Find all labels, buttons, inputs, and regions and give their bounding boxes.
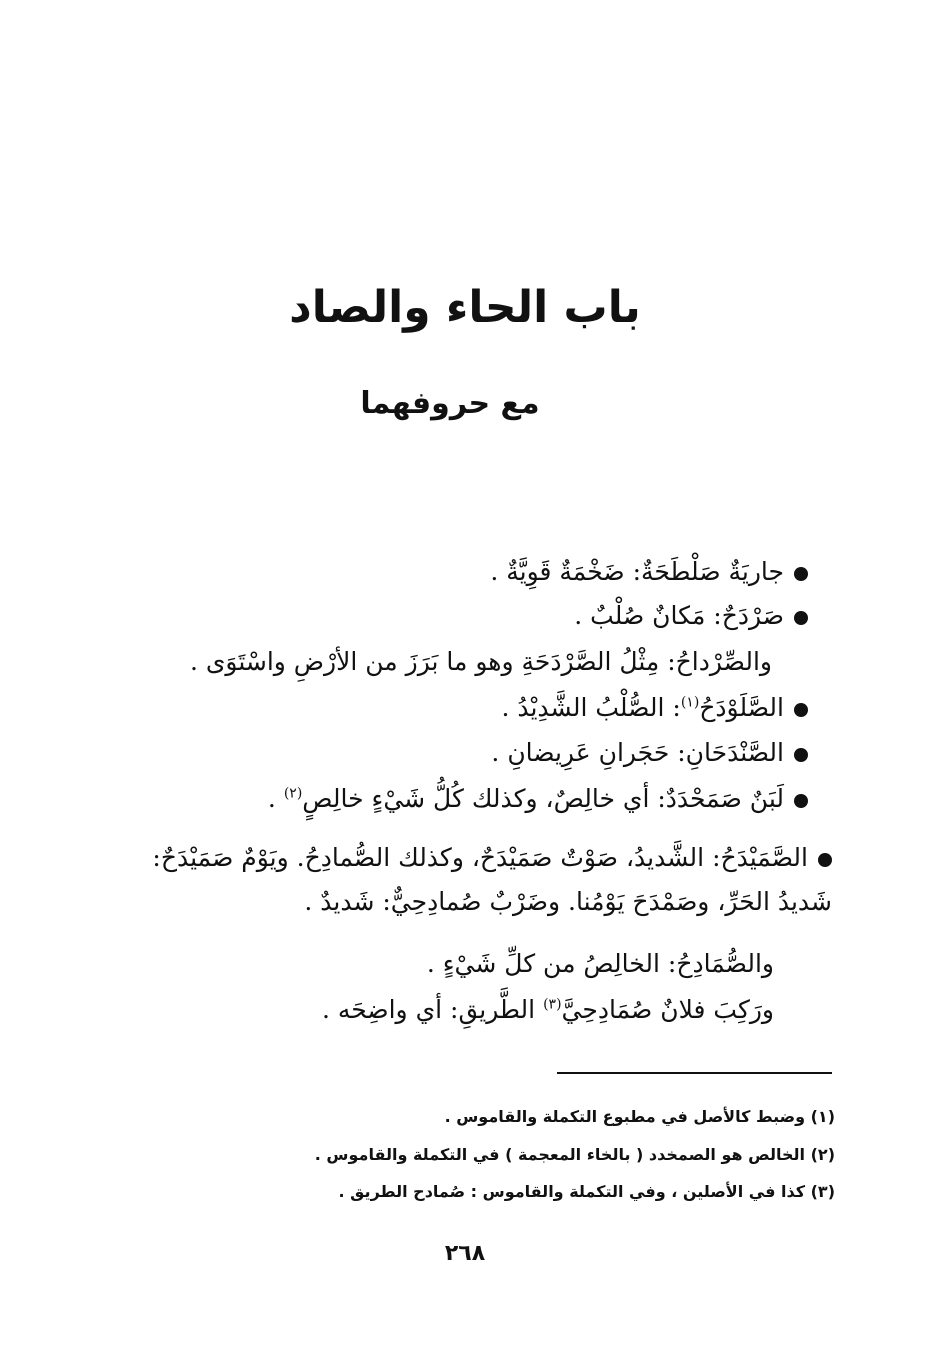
entry-samaydah	[152, 838, 832, 878]
bullet-icon	[818, 853, 832, 867]
entry-text-tail: .	[267, 784, 284, 813]
entry-sirdah	[190, 642, 772, 682]
entry-text: والصِّرْداحُ: مِثْلُ الصَّرْدَحَةِ وهو ما بَرَزَ من الأرْضِ واسْتَوَى .	[189, 647, 772, 676]
entry-text-tail: : الصُّلْبُ الشَّدِيْدُ .	[501, 693, 681, 722]
entry-text: الصَّلَوْدَحُ	[699, 693, 784, 722]
footnote-1: (١) وضبط كالأصل في مطبوع التكملة والقاموس .	[444, 1107, 835, 1126]
footnote-divider	[557, 1072, 832, 1074]
entry-text: صَرْدَحٌ: مَكانٌ صُلْبٌ .	[574, 601, 784, 630]
entry-text: جاريَةٌ صَلْطَحَةٌ: ضَخْمَةٌ قَوِيَّةٌ .	[490, 557, 784, 586]
bullet-icon	[794, 567, 808, 581]
entry-sardah	[574, 596, 808, 636]
chapter-title: باب الحاء والصاد	[289, 282, 641, 333]
entry-text: الصَّمَيْدَحُ: الشَّديدُ، صَوْتٌ صَمَيْدَحٌ، وكذلك الصُّمادِحُ. ويَوْمٌ صَمَيْدَحٌ:	[152, 843, 808, 872]
entry-text: لَبَنٌ صَمَحْدَدٌ: أي خالِصٌ، وكذلك كُلُّ شَيْءٍ خالِصٍ	[302, 784, 784, 813]
footnote-marker: (١)	[680, 694, 700, 711]
bullet-icon	[794, 703, 808, 717]
entry-samahdad	[268, 779, 808, 819]
entry-sumadihi	[322, 990, 774, 1030]
bullet-icon	[794, 748, 808, 762]
footnote-marker: (٣)	[543, 996, 562, 1013]
entry-sumadih	[427, 944, 774, 984]
bullet-icon	[794, 794, 808, 808]
footnote-2: (٢) الخالص هو الصمخدد ( بالخاء المعجمة ) في التكملة والقاموس .	[314, 1145, 835, 1164]
footnote-3: (٣) كذا في الأصلين ، وفي التكملة والقاموس : صُمادح الطريق .	[338, 1182, 835, 1201]
entry-text: الصَّنْدَحَانِ: حَجَرانِ عَرِيضانِ .	[491, 738, 784, 767]
entry-text: والصُّمَادِحُ: الخالِصُ من كلِّ شَيْءٍ .	[426, 949, 774, 978]
entry-salṭaḥa	[490, 552, 808, 592]
entry-text: ورَكِبَ فلانٌ صُمَادِحِيَّ	[561, 995, 774, 1024]
entry-sandahan	[491, 733, 808, 773]
footnote-marker: (٢)	[283, 785, 303, 802]
entry-salawdah	[501, 688, 808, 728]
entry-samaydah-cont	[304, 882, 832, 922]
page-number: ٢٦٨	[444, 1241, 486, 1266]
entry-text-tail: الطَّريقِ: أي واضِحَه .	[321, 995, 544, 1024]
entry-text: شَديدُ الحَرِّ، وصَمْدَحَ يَوْمُنا. وضَرْبٌ صُمادِحِيٌّ: شَديدٌ .	[304, 887, 832, 916]
bullet-icon	[794, 611, 808, 625]
chapter-subtitle: مع حروفهما	[360, 386, 540, 421]
